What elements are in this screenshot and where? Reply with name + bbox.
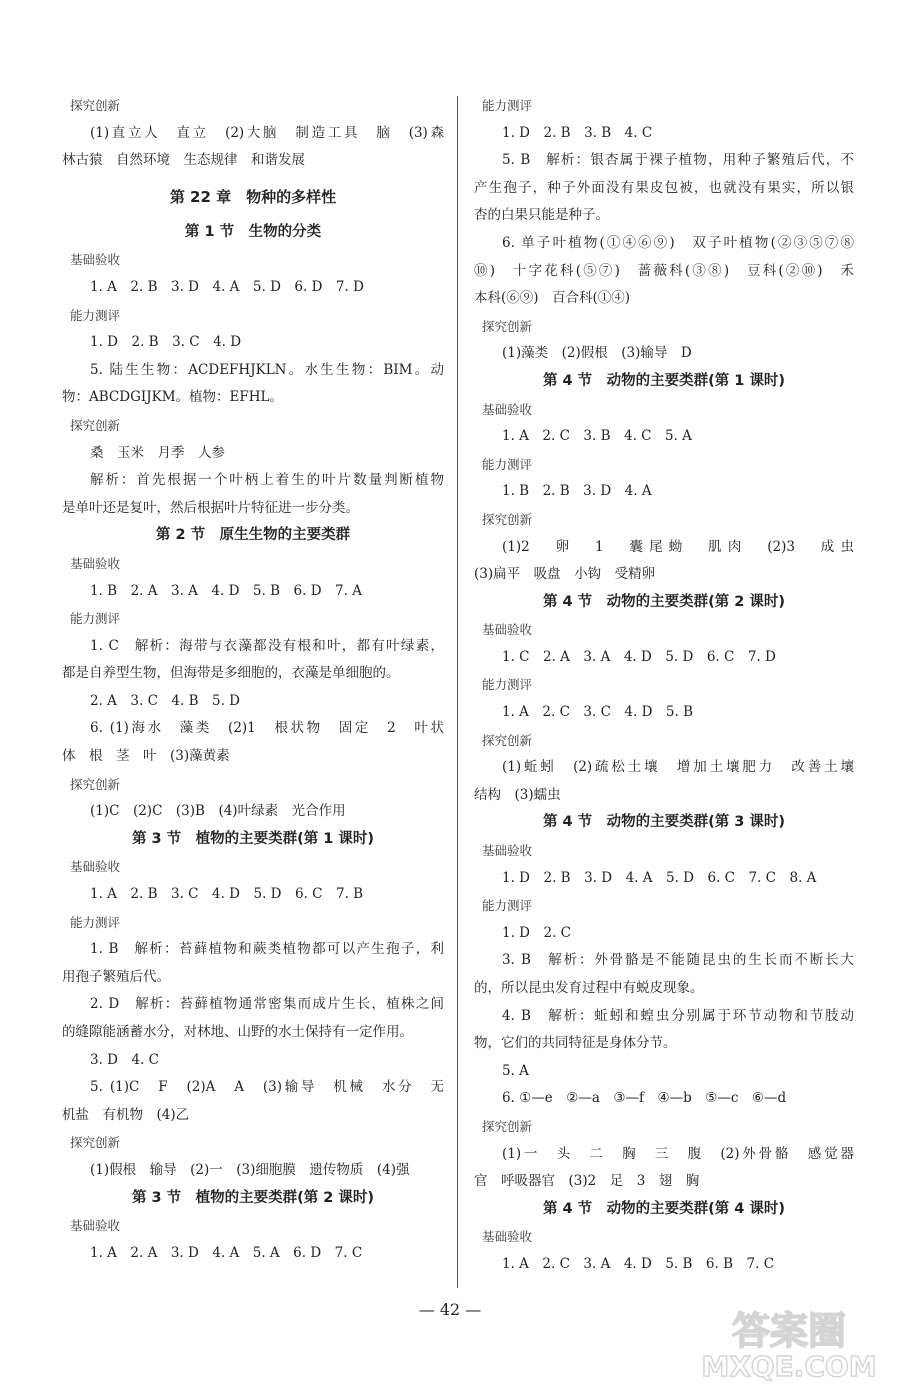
answer-line-continued: 产生孢子，种子外面没有果皮包被，也就没有果实，所以银	[474, 179, 854, 196]
answer-line-continued: 体 根 茎 叶 (3)藻黄素	[62, 748, 230, 765]
left-column	[62, 92, 444, 1267]
answer-line: 1. A 2. B 3. D 4. A 5. D 6. D 7. D	[90, 278, 364, 295]
section-label: 基础验收	[70, 859, 121, 875]
answer-line: 解析：首先根据一个叶柄上着生的叶片数量判断植物	[90, 472, 444, 489]
section-heading: 第 4 节 动物的主要类群(第 4 课时)	[542, 1200, 786, 1217]
answer-line-continued: 都是自养型生物，但海带是多细胞的，衣藻是单细胞的。	[62, 665, 400, 682]
answer-line: 6. ①—e ②—a ③—f ④—b ⑤—c ⑥—d	[502, 1090, 787, 1107]
section-label: 探究创新	[70, 417, 121, 433]
answer-line: (1)一 头 二 胸 三 腹 (2)外骨骼 感觉器	[502, 1145, 854, 1162]
answer-line: 1. A 2. C 3. B 4. C 5. A	[502, 428, 692, 445]
section-label: 探究创新	[482, 1118, 533, 1134]
answer-line: (1)2 卵 1 囊尾蚴 肌肉 (2)3 成虫	[502, 538, 854, 555]
section-label: 探究创新	[70, 98, 121, 113]
section-label: 能力测评	[70, 914, 121, 930]
answer-line: 5. (1)C F (2)A A (3)输导 机械 水分 无	[90, 1079, 444, 1096]
section-heading: 第 4 节 动物的主要类群(第 2 课时)	[542, 593, 786, 610]
answer-line: 1. C 2. A 3. A 4. D 5. D 6. C 7. D	[502, 648, 776, 665]
answer-line-continued: 结构 (3)蠕虫	[474, 786, 561, 803]
section-label: 基础验收	[70, 252, 121, 268]
answer-line: 5. A	[502, 1062, 529, 1079]
answer-line-continued: 是单叶还是复叶，然后根据叶片特征进一步分类。	[62, 499, 359, 516]
answer-line-continued: ⑩) 十字花科(⑤⑦) 蔷薇科(③⑧) 豆科(②⑩) 禾	[474, 262, 854, 279]
section-label: 探究创新	[482, 318, 533, 334]
answer-line: 6. (1)海水 藻类 (2)1 根状物 固定 2 叶状	[90, 720, 444, 737]
answer-line: 3. B 解析：外骨骼是不能随昆虫的生长而不断长大	[502, 952, 854, 969]
answer-line: 2. A 3. C 4. B 5. D	[90, 692, 241, 709]
answer-line: (1)C (2)C (3)B (4)叶绿素 光合作用	[90, 803, 346, 820]
answer-line-continued: (3)扁平 吸盘 小钩 受精卵	[474, 566, 656, 583]
answer-line: (1)藻类 (2)假根 (3)输导 D	[502, 345, 692, 362]
section-label: 能力测评	[482, 98, 533, 113]
answer-line: (1)直立人 直立 (2)大脑 制造工具 脑 (3)森	[90, 124, 444, 141]
answer-line: 5. 陆生生物：ACDEFHJKLN。水生生物：BIM。动	[90, 361, 444, 378]
section-label: 基础验收	[482, 622, 533, 638]
answer-line: 1. A 2. C 3. A 4. D 5. B 6. B 7. C	[502, 1255, 775, 1272]
section-heading: 第 3 节 植物的主要类群(第 1 课时)	[131, 830, 375, 847]
answer-line: 2. D 解析：苔藓植物通常密集而成片生长，植株之间	[90, 996, 444, 1013]
section-label: 能力测评	[70, 611, 121, 627]
section-label: 基础验收	[482, 401, 533, 417]
section-heading: 第 2 节 原生生物的主要类群	[155, 527, 351, 544]
answer-line-continued: 本科(⑥⑨) 百合科(①④)	[474, 290, 631, 307]
answer-line: (1)假根 输导 (2)一 (3)细胞膜 遗传物质 (4)强	[90, 1161, 410, 1178]
answer-line: 6. 单子叶植物(①④⑥⑨) 双子叶植物(②③⑤⑦⑧	[502, 234, 854, 251]
right-column	[474, 92, 854, 1279]
answer-line: 1. C 解析：海带与衣藻都没有根和叶，都有叶绿素，	[90, 637, 444, 654]
section-label: 能力测评	[482, 898, 533, 914]
section-label: 探究创新	[482, 511, 533, 527]
answer-line: 1. B 2. B 3. D 4. A	[502, 483, 652, 500]
answer-line: 5. B 解析：银杏属于裸子植物，用种子繁殖后代，不	[502, 152, 854, 169]
section-heading: 第 4 节 动物的主要类群(第 1 课时)	[542, 372, 786, 389]
watermark-logo	[694, 1302, 884, 1382]
answer-line: 1. B 2. A 3. A 4. D 5. B 6. D 7. A	[90, 582, 362, 599]
answer-line: 4. B 解析：蚯蚓和蝗虫分别属于环节动物和节肢动	[502, 1007, 854, 1024]
answer-line-continued: 机盐 有机物 (4)乙	[62, 1106, 190, 1123]
svg-text:MXQE.COM: MXQE.COM	[701, 1350, 877, 1382]
answer-line: 1. D 2. B 3. D 4. A 5. D 6. C 7. C 8. A	[502, 869, 817, 886]
section-label: 能力测评	[70, 307, 121, 323]
answer-line-continued: 用孢子繁殖后代。	[62, 968, 170, 985]
answer-line: 1. D 2. B 3. B 4. C	[502, 124, 653, 141]
answer-line: 1. B 解析：苔藓植物和蕨类植物都可以产生孢子，利	[90, 941, 444, 958]
answer-line-continued: 物：ABCDGIJKM。植物：EFHL。	[62, 389, 283, 406]
answer-line-continued: 林古猿 自然环境 生态规律 和谐发展	[62, 152, 305, 169]
section-heading: 第 4 节 动物的主要类群(第 3 课时)	[542, 814, 786, 831]
answer-line-continued: 杏的白果只能是种子。	[474, 207, 609, 224]
svg-text:答案圈: 答案圈	[731, 1309, 847, 1353]
answer-line-continued: 的缝隙能涵蓄水分，对林地、山野的水土保持有一定作用。	[62, 1024, 413, 1040]
section-heading: 第 1 节 生物的分类	[184, 223, 322, 240]
section-label: 基础验收	[70, 1218, 121, 1234]
answer-line-continued: 的，所以昆虫发育过程中有蜕皮现象。	[474, 980, 704, 996]
section-label: 能力测评	[482, 677, 533, 693]
answer-line: 1. D 2. B 3. C 4. D	[90, 334, 242, 351]
answer-line: 1. D 2. C	[502, 924, 571, 941]
answer-line-continued: 官 呼吸器官 (3)2 足 3 翅 胸	[474, 1173, 700, 1190]
section-label: 探究创新	[70, 776, 121, 792]
section-label: 探究创新	[70, 1135, 121, 1151]
answer-line: 1. A 2. A 3. D 4. A 5. A 6. D 7. C	[90, 1244, 363, 1261]
chapter-title: 第 22 章 物种的多样性	[169, 187, 337, 206]
answer-line-continued: 物，它们的共同特征是身体分节。	[474, 1035, 677, 1052]
answer-line: (1)蚯蚓 (2)疏松土壤 增加土壤肥力 改善土壤	[502, 759, 854, 776]
section-label: 基础验收	[70, 555, 121, 571]
answer-line: 桑 玉米 月季 人参	[90, 444, 225, 461]
answer-line: 3. D 4. C	[90, 1051, 159, 1068]
page-number: — 42 —	[418, 1300, 482, 1319]
section-label: 基础验收	[482, 843, 533, 859]
section-label: 探究创新	[482, 732, 533, 748]
section-label: 基础验收	[482, 1229, 533, 1245]
section-heading: 第 3 节 植物的主要类群(第 2 课时)	[131, 1189, 375, 1206]
column-divider	[457, 96, 458, 1288]
answer-line: 1. A 2. B 3. C 4. D 5. D 6. C 7. B	[90, 886, 364, 903]
answer-line: 1. A 2. C 3. C 4. D 5. B	[502, 704, 694, 721]
section-label: 能力测评	[482, 456, 533, 472]
